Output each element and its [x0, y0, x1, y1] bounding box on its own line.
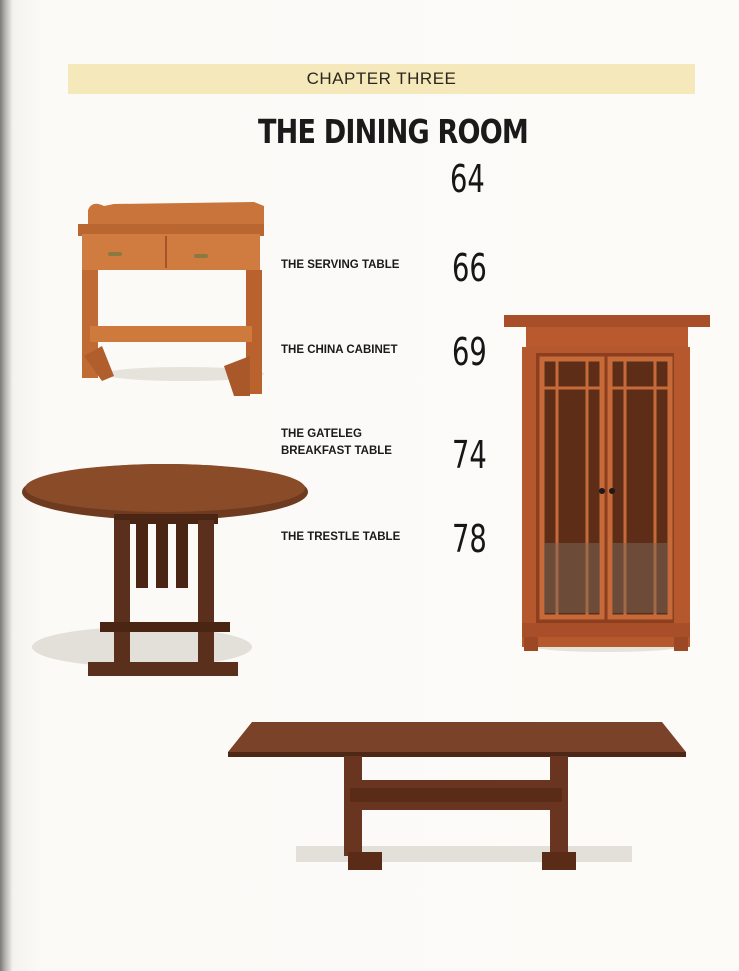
chapter-label: CHAPTER THREE — [306, 69, 457, 88]
toc-page-gateleg-table: 74 — [452, 433, 487, 477]
china-cabinet-photo — [502, 313, 712, 655]
chapter-title: THE DINING ROOM — [258, 112, 529, 151]
toc-entry-gateleg-line1: THE GATELEG — [281, 428, 362, 440]
toc-page-china-cabinet: 69 — [452, 330, 487, 374]
toc-entry-serving-table: THE SERVING TABLE — [281, 259, 400, 271]
chapter-banner — [68, 64, 695, 94]
serving-table-photo — [74, 196, 270, 401]
gateleg-table-photo — [22, 462, 312, 684]
binding-shadow — [0, 0, 12, 971]
chapter-start-page: 64 — [450, 157, 485, 201]
toc-entry-china-cabinet: THE CHINA CABINET — [281, 344, 398, 356]
toc-entry-trestle-table: THE TRESTLE TABLE — [281, 531, 401, 543]
toc-page-serving-table: 66 — [452, 246, 487, 290]
trestle-table-photo — [226, 718, 690, 876]
toc-entry-gateleg-line2: BREAKFAST TABLE — [281, 445, 392, 457]
toc-page-trestle-table: 78 — [452, 517, 487, 561]
